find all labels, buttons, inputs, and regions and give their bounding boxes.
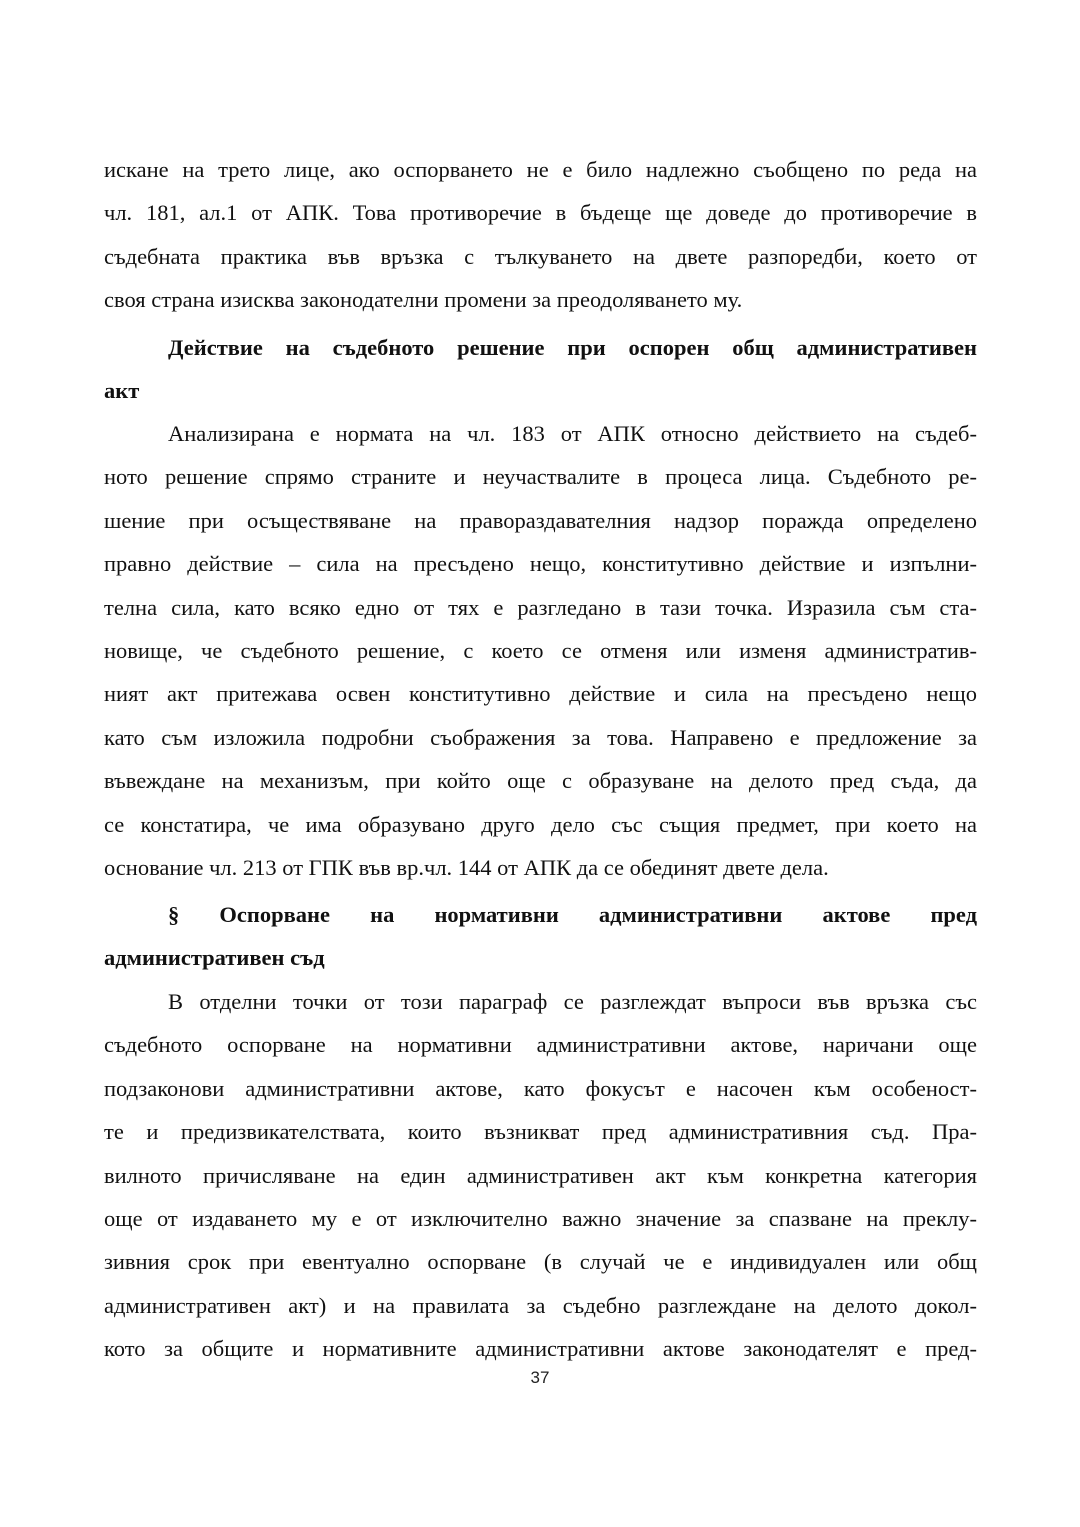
section-heading-decision-effect xyxy=(104,326,977,413)
paragraph-normative-acts xyxy=(104,980,977,1371)
text-line: чл. 181, ал.1 от АПК. Това противоречие в бъдеще ще доведе до противоречие в xyxy=(104,200,977,226)
text-line: своя страна изисква законодателни промени за преодоляването му. xyxy=(104,287,743,313)
paragraph-continuation xyxy=(104,148,977,322)
page-number: 37 xyxy=(530,1368,550,1387)
heading-line: § Оспорване на нормативни административни актове пред xyxy=(168,902,977,927)
text-line: новище, че съдебното решение, с което се отменя или изменя административ- xyxy=(104,637,977,663)
text-line: основание чл. 213 от ГПК във вр.чл. 144 от АПК да се обединят двете дела. xyxy=(104,854,829,880)
text-line: подзаконови административни актове, като фокусът е насочен към особеност- xyxy=(104,1075,977,1101)
text-line: ният акт притежава освен конститутивно действие и сила на пресъдено нещо xyxy=(104,681,977,707)
heading-line: акт xyxy=(104,378,140,404)
text-line: те и предизвикателствата, които възникват пред административния съд. Пра- xyxy=(104,1119,977,1145)
text-line: административен акт) и на правилата за съдебно разглеждане на делото докол- xyxy=(104,1292,977,1318)
text-line: искане на трето лице, ако оспорването не е било надлежно съобщено по реда на xyxy=(104,157,977,182)
text-line: телна сила, като всяко едно от тях е разгледано в тази точка. Изразила съм ста- xyxy=(104,594,977,620)
text-line: още от издаването му е от изключително важно значение за спазване на преклу- xyxy=(104,1205,977,1231)
text-line: се констатира, че има образувано друго дело със същия предмет, при което на xyxy=(104,811,977,837)
text-line: ното решение спрямо страните и неучаствалите в процеса лица. Съдебното ре- xyxy=(104,464,977,490)
text-line: В отделни точки от този параграф се разглеждат въпроси във връзка със xyxy=(168,989,977,1014)
text-line: кото за общите и нормативните административни актове законодателят е пред- xyxy=(104,1336,977,1362)
heading-line: административен съд xyxy=(104,945,325,971)
paragraph-decision-effect xyxy=(104,412,977,889)
text-line: вилното причисляване на един административен акт към конкретна категория xyxy=(104,1162,977,1188)
section-heading-normative-acts xyxy=(104,893,977,980)
text-line: зивния срок при евентуално оспорване (в случай че е индивидуален или общ xyxy=(104,1249,977,1275)
heading-line: Действие на съдебното решение при оспорен общ административен xyxy=(168,335,977,360)
text-line: съдебната практика във връзка с тълкуването на двете разпоредби, което от xyxy=(104,243,977,269)
text-line: правно действие – сила на пресъдено нещо, конститутивно действие и изпълни- xyxy=(104,551,977,577)
text-line: Анализирана е нормата на чл. 183 от АПК относно действието на съдеб- xyxy=(168,421,977,446)
text-line: съдебното оспорване на нормативни административни актове, наричани още xyxy=(104,1032,977,1058)
text-line: шение при осъществяване на правораздавателния надзор поражда определено xyxy=(104,507,977,533)
text-line: като съм изложила подробни съображения за това. Направено е предложение за xyxy=(104,724,977,750)
text-line: въвеждане на механизъм, при който още с образуване на делото пред съда, да xyxy=(104,768,977,794)
